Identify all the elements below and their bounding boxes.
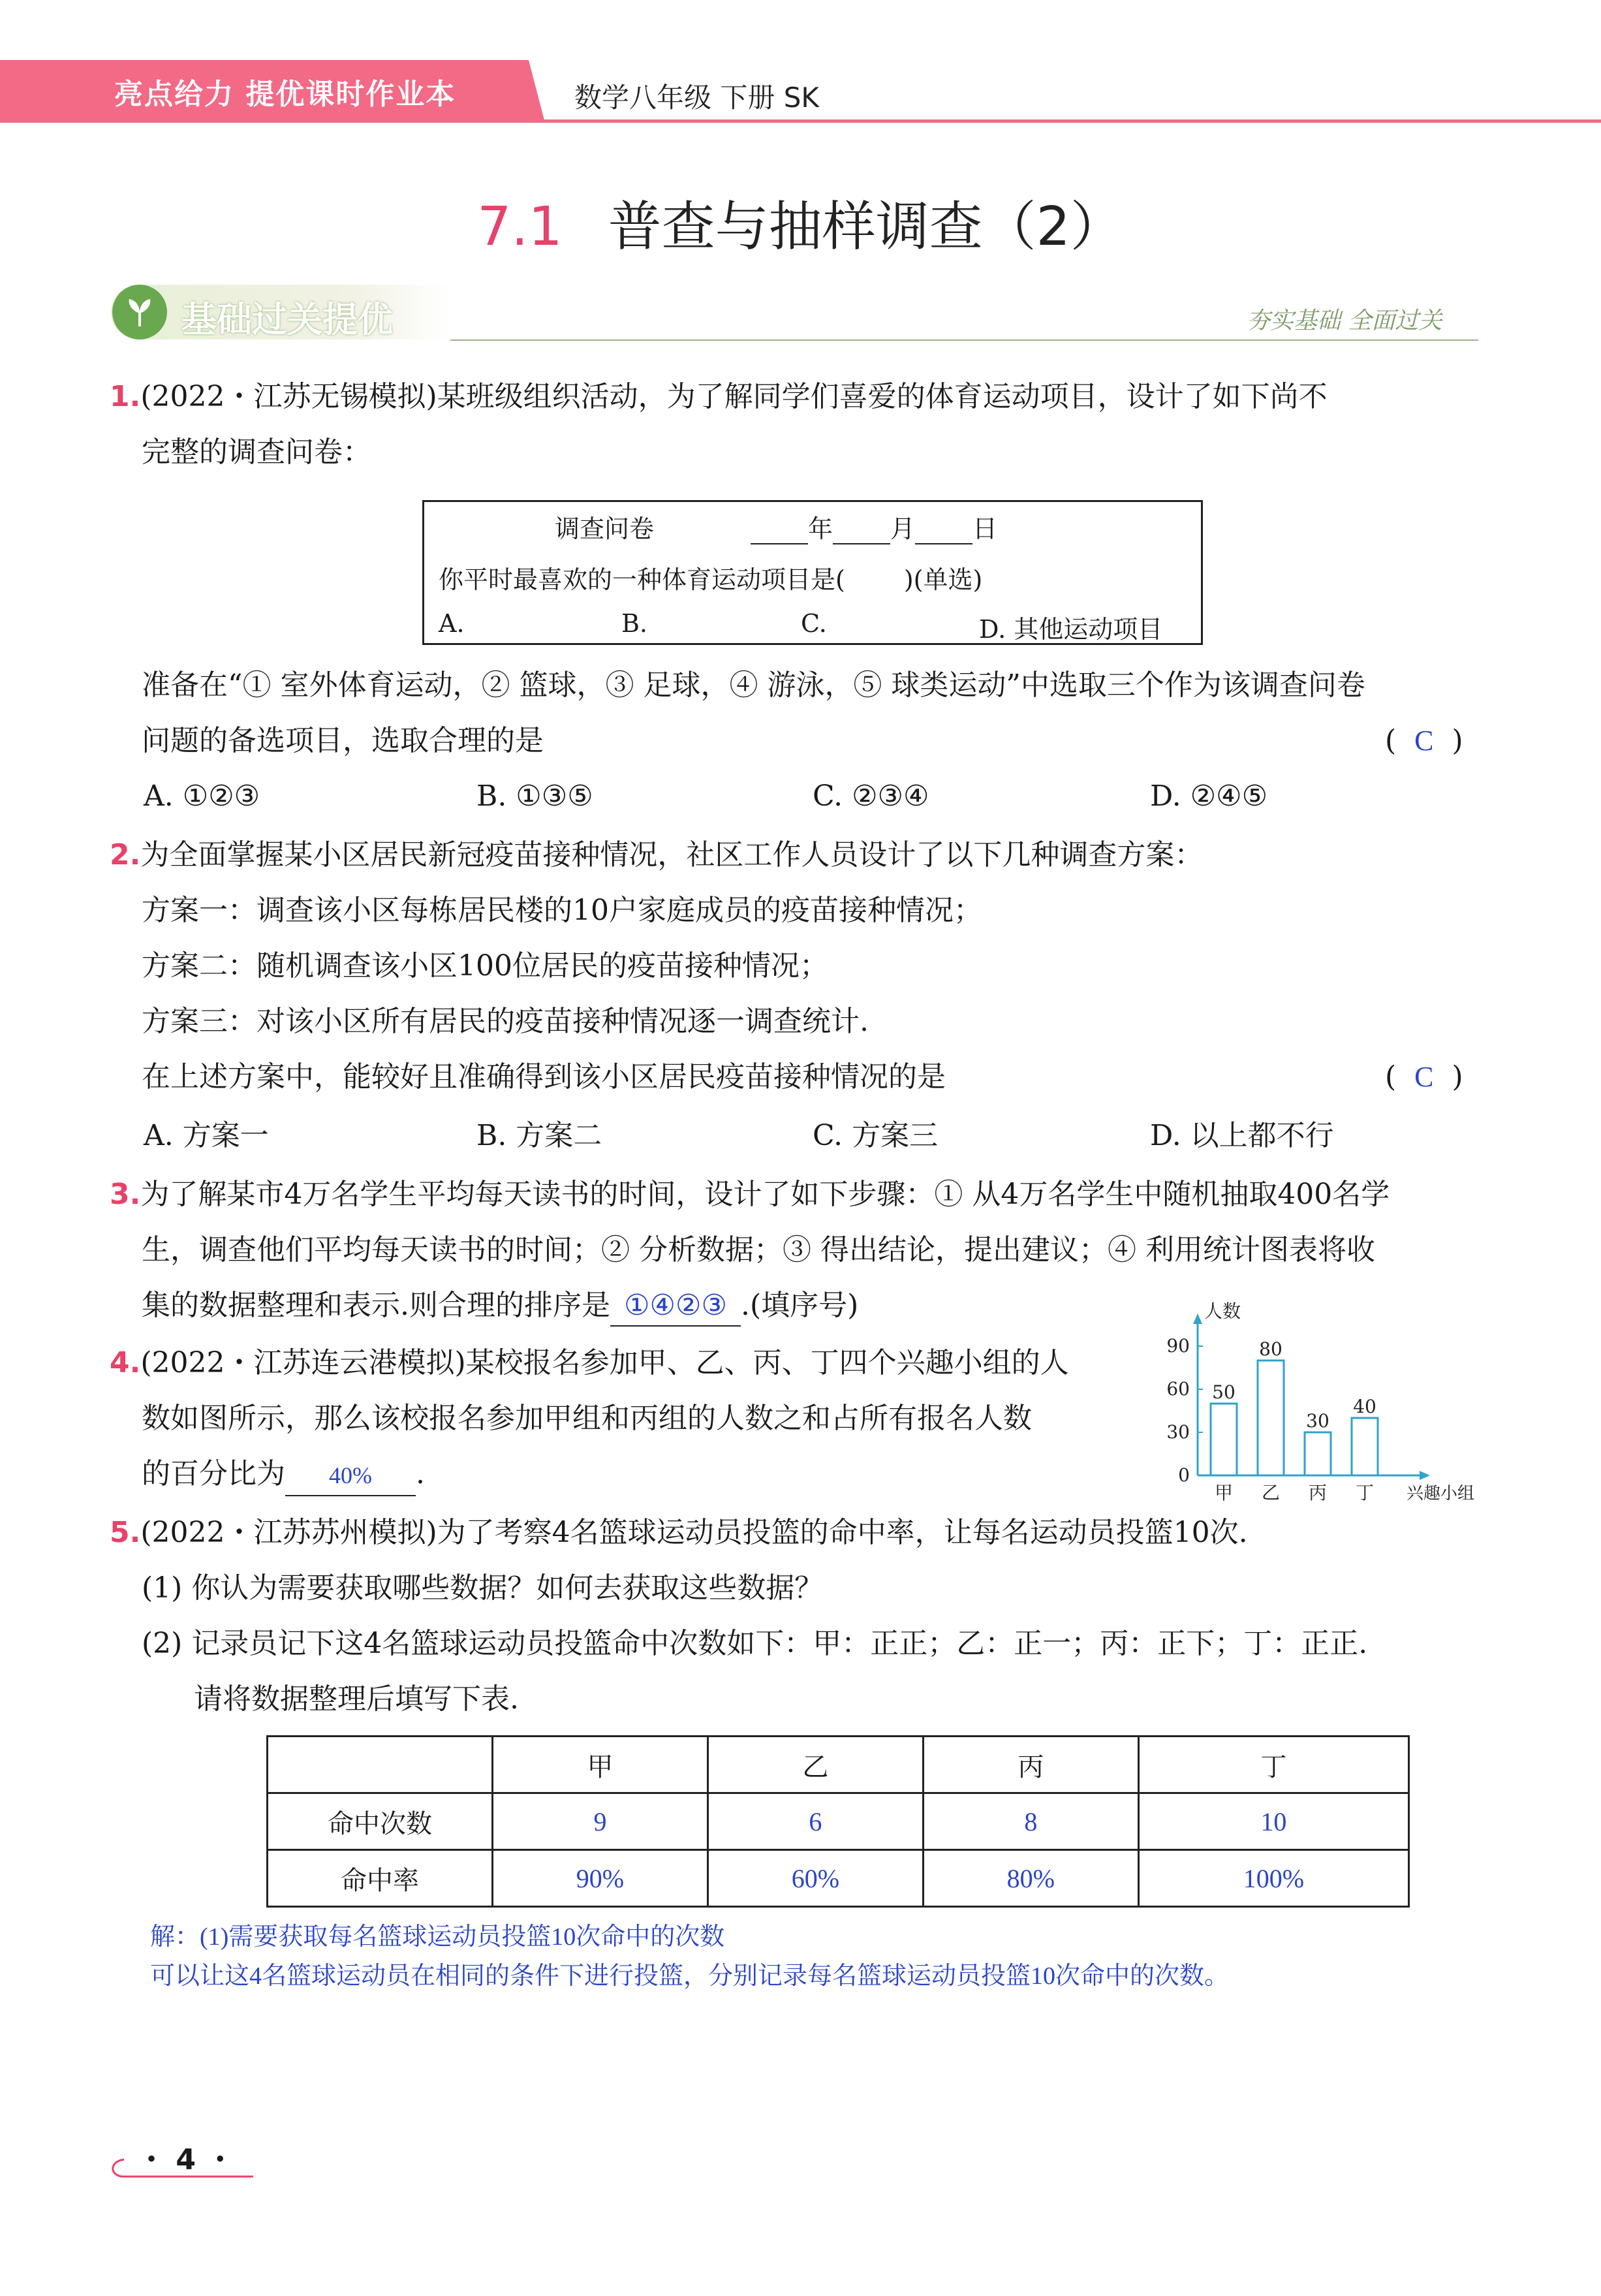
bar-value-label: 40: [1353, 1396, 1376, 1417]
section-rule: [450, 339, 1478, 341]
q3-answer: ①④②③: [610, 1286, 741, 1327]
q5-sub2: (2) 记录员记下这4名篮球运动员投篮命中次数如下：甲：正正；乙：正一；丙：正下；丁：正正.: [142, 1627, 1368, 1660]
q3-line1: [110, 1175, 1390, 1214]
q4-text: (2022・江苏连云港模拟)某校报名参加甲、乙、丙、丁四个兴趣小组的人: [140, 1346, 1069, 1379]
header-rule: [0, 119, 1601, 123]
q2-plan1: 方案一：调查该小区每栋居民楼的10户家庭成员的疫苗接种情况；: [142, 894, 982, 927]
y-tick-label: 30: [1166, 1421, 1190, 1443]
solution-line2: 可以让这4名篮球运动员在相同的条件下进行投篮，分别记录每名篮球运动员投篮10次命中的次数。: [150, 1962, 1230, 1990]
survey-option-d: D. 其他运动项目: [979, 615, 1163, 644]
y-tick-label: 0: [1178, 1464, 1190, 1486]
sprout-icon: [112, 285, 167, 339]
y-tick-label: 60: [1166, 1378, 1190, 1400]
q3-line2: 生，调查他们平均每天读书的时间；② 分析数据；③ 得出结论，提出建议；④ 利用统计图表将收: [142, 1233, 1375, 1266]
section-label: 基础过关提优: [181, 299, 393, 340]
row-label: 命中率: [268, 1850, 493, 1907]
table-cell: 8: [923, 1793, 1138, 1850]
q1-line3: 准备在“① 室外体育运动，② 篮球，③ 足球，④ 游泳，⑤ 球类运动”中选取三个作为该调查问卷: [142, 668, 1365, 702]
q5-sub2b: 请将数据整理后填写下表.: [194, 1682, 519, 1716]
q1-text: (2022・江苏无锡模拟)某班级组织活动，为了解同学们喜爱的体育运动项目，设计了如下尚不: [140, 380, 1328, 413]
table-cell: 80%: [923, 1850, 1138, 1907]
series-title: 亮点给力 提优课时作业本: [114, 78, 456, 111]
table-header: 丙: [923, 1737, 1138, 1793]
bar-value-label: 50: [1212, 1381, 1236, 1403]
x-tick-label: 乙: [1261, 1482, 1281, 1503]
hit-table: [266, 1735, 1410, 1908]
q1-answer-bracket: ( C ): [1385, 724, 1463, 757]
x-axis-label: 兴趣小组: [1407, 1484, 1475, 1503]
q5-line1: [110, 1513, 1248, 1552]
q5-text: (2022・江苏苏州模拟)为了考察4名篮球运动员投篮的命中率，让每名运动员投篮10次.: [140, 1516, 1248, 1549]
survey-box: [422, 500, 1203, 645]
q2-text: 为全面掌握某小区居民新冠疫苗接种情况，社区工作人员设计了以下几种调查方案：: [140, 838, 1204, 872]
q4-line1: [110, 1344, 1069, 1383]
q2-line1: [110, 836, 1203, 875]
bar-value-label: 30: [1306, 1410, 1329, 1432]
q1-line4: 问题的备选项目，选取合理的是: [142, 724, 544, 757]
y-tick-label: 90: [1166, 1335, 1190, 1357]
table-row: [268, 1793, 1409, 1850]
q3-number: 3.: [110, 1178, 141, 1211]
bar: [1258, 1360, 1284, 1475]
solution-line1: 解：(1)需要获取每名篮球运动员投篮10次命中的次数: [150, 1923, 725, 1951]
q4-line3: 的百分比为 40% .: [142, 1455, 425, 1496]
table-header: 甲: [493, 1737, 708, 1793]
q2-option-b: B. 方案二: [476, 1119, 602, 1152]
survey-option-c: C.: [801, 609, 827, 638]
q2-option-d: D. 以上都不行: [1150, 1119, 1334, 1152]
q2-answer: C: [1414, 1061, 1434, 1093]
bar: [1305, 1432, 1331, 1475]
q4-line2: 数如图所示，那么该校报名参加甲组和丙组的人数之和占所有报名人数: [142, 1402, 1032, 1435]
book-title: 数学八年级 下册 SK: [574, 82, 819, 114]
q2-answer-bracket: ( C ): [1385, 1060, 1463, 1093]
q3-line3: 集的数据整理和表示.则合理的排序是 ①④②③ .(填序号): [142, 1286, 858, 1327]
table-cell: [268, 1737, 493, 1793]
table-row: [268, 1850, 1409, 1907]
q1-option-a: A. ①②③: [144, 779, 260, 813]
section-motto: 夯实基础 全面过关: [1247, 307, 1442, 334]
survey-option-b: B.: [621, 609, 648, 638]
x-tick-label: 丁: [1355, 1482, 1375, 1503]
bar-chart-svg: [1152, 1299, 1491, 1515]
q3-text: 为了解某市4万名学生平均每天读书的时间，设计了如下步骤：① 从4万名学生中随机抽取400名学: [140, 1178, 1390, 1211]
q1-option-c: C. ②③④: [813, 779, 929, 813]
page-title: [0, 184, 1601, 260]
survey-option-a: A.: [439, 609, 465, 638]
y-axis-arrow: [1193, 1313, 1202, 1324]
y-axis-label: 人数: [1204, 1300, 1241, 1322]
table-cell: 9: [493, 1793, 708, 1850]
table-header-row: [268, 1737, 1409, 1793]
section-number: 7.1: [477, 196, 563, 258]
survey-title: 调查问卷: [555, 514, 655, 543]
q1-line2: 完整的调查问卷：: [142, 435, 371, 469]
table-cell: 6: [707, 1793, 923, 1850]
table-header: 丁: [1138, 1737, 1408, 1793]
q2-line5: 在上述方案中，能较好且准确得到该小区居民疫苗接种情况的是: [142, 1060, 946, 1093]
page-number: ・ 4 ・: [137, 2143, 235, 2177]
bar: [1211, 1404, 1237, 1475]
q1-option-b: B. ①③⑤: [476, 779, 593, 813]
x-tick-label: 丙: [1308, 1482, 1328, 1503]
q5-sub1: (1) 你认为需要获取哪些数据？如何去获取这些数据？: [142, 1571, 824, 1605]
q1-number: 1.: [110, 380, 141, 413]
q1-line1: [110, 377, 1328, 417]
table-cell: 90%: [493, 1850, 708, 1907]
q1-option-d: D. ②④⑤: [1150, 779, 1268, 813]
bar-chart: [1152, 1299, 1491, 1515]
q1-answer: C: [1414, 725, 1434, 757]
q2-plan2: 方案二：随机调查该小区100位居民的疫苗接种情况；: [142, 949, 828, 983]
table-cell: 100%: [1138, 1850, 1408, 1907]
survey-date: 年 月 日: [751, 509, 997, 544]
table-cell: 60%: [707, 1850, 923, 1907]
section-title: 普查与抽样调查（2）: [608, 196, 1124, 258]
q5-number: 5.: [110, 1516, 141, 1549]
bar-value-label: 80: [1259, 1338, 1282, 1360]
q4-answer: 40%: [285, 1456, 416, 1496]
table-cell: 10: [1138, 1793, 1408, 1850]
table-header: 乙: [707, 1737, 923, 1793]
q4-number: 4.: [110, 1346, 141, 1379]
x-axis-arrow: [1420, 1471, 1430, 1480]
q2-option-a: A. 方案一: [144, 1119, 269, 1152]
x-tick-label: 甲: [1214, 1482, 1234, 1503]
bar: [1352, 1418, 1378, 1475]
survey-question: 你平时最喜欢的一种体育运动项目是( )(单选): [439, 565, 983, 594]
q2-number: 2.: [110, 838, 141, 872]
q2-plan3: 方案三：对该小区所有居民的疫苗接种情况逐一调查统计.: [142, 1005, 869, 1038]
row-label: 命中次数: [268, 1793, 493, 1850]
q2-option-c: C. 方案三: [813, 1119, 939, 1152]
